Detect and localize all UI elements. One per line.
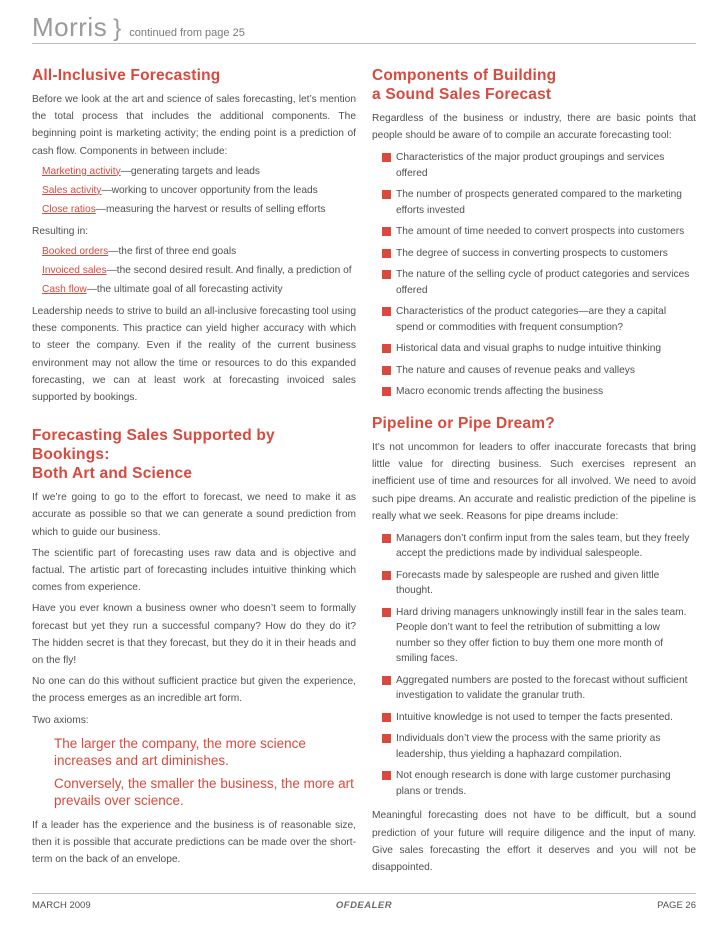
section-title-bookings: Forecasting Sales Supported by Bookings: Both Art and Science <box>32 427 275 483</box>
author-name: Morris <box>32 12 108 42</box>
list-item: Forecasts made by salespeople are rushed and given little thought. <box>372 568 696 599</box>
term-desc: —working to uncover opportunity from the leads <box>101 184 318 196</box>
bullet-square-icon <box>382 366 391 375</box>
list-item: The number of prospects generated compared to the marketing efforts invested <box>372 187 696 218</box>
list-item: Intuitive knowledge is not used to temper the facts presented. <box>372 710 696 726</box>
list-item: Not enough research is done with large customer purchasing plans or trends. <box>372 768 696 799</box>
bullet-square-icon <box>382 608 391 617</box>
term-desc: —the first of three end goals <box>108 246 237 258</box>
section-title-components: Components of Building a Sound Sales Forecast <box>372 67 557 103</box>
bullet-square-icon <box>382 771 391 780</box>
list-item: The nature and causes of revenue peaks and valleys <box>372 363 696 379</box>
list-item: Historical data and visual graphs to nudge intuitive thinking <box>372 341 696 357</box>
term: Invoiced sales <box>42 265 107 277</box>
right-column <box>372 66 696 880</box>
paragraph: Have you ever known a business owner who doesn’t seem to formally forecast but yet they run a successful company? How do they do it? The hidden secret is that they forecast, but they do it in their heads and on the fly! <box>32 603 356 667</box>
list-item: Aggregated numbers are posted to the forecast without sufficient investigation to validate the granular truth. <box>372 673 696 704</box>
list-item <box>42 263 356 278</box>
axiom-1: The larger the company, the more science increases and art diminishes. <box>54 735 306 768</box>
term-desc: —generating targets and leads <box>120 165 261 177</box>
page-number: PAGE 26 <box>657 900 696 911</box>
paragraph: If a leader has the experience and the business is of reasonable size, then it is possible that accurate predictions can be made over the short-term on the back of an envelope. <box>32 819 356 866</box>
term-desc: —measuring the harvest or results of selling efforts <box>95 203 326 215</box>
bullet-square-icon <box>382 676 391 685</box>
list-item <box>42 282 356 297</box>
list-item: Managers don’t confirm input from the sales team, but they freely accept the predictions made by individual salespeople. <box>372 531 696 562</box>
list-item: Individuals don’t view the process with the same priority as leadership, thus yielding a haphazard compilation. <box>372 731 696 762</box>
section-title-pipeline: Pipeline or Pipe Dream? <box>372 414 555 432</box>
paragraph: If we’re going to go to the effort to forecast, we need to make it as accurate as possible so that we can generate a sound prediction from which to guide our business. <box>32 492 356 538</box>
paragraph: Before we look at the art and science of sales forecasting, let’s mention the total process that includes the additional components. The beginning point is marketing activity; the ending point is a prediction of cash flow. Components in between include: <box>32 94 356 157</box>
paragraph: It’s not uncommon for leaders to offer inaccurate forecasts that bring little value for directing business. Such exercises represent an inefficient use of time and resources for all involved. We need to avoid such pipe dreams. An accurate and realistic prediction of the pipeline is really what we seek. Reasons for pipe dreams include: <box>372 441 696 522</box>
footer-divider <box>32 893 696 894</box>
list-item <box>42 244 356 259</box>
bullet-square-icon <box>382 734 391 743</box>
axiom-2: Conversely, the smaller the business, the more art prevails over science. <box>54 775 354 808</box>
issue-date: MARCH 2009 <box>32 900 91 911</box>
term-desc: —the ultimate goal of all forecasting activity <box>86 284 283 296</box>
bullet-square-icon <box>382 153 391 162</box>
bullet-square-icon <box>382 534 391 543</box>
term: Booked orders <box>42 246 109 258</box>
list-item: The degree of success in converting prospects to customers <box>372 246 696 262</box>
list-item: Macro economic trends affecting the business <box>372 384 696 400</box>
term-desc: —the second desired result. And finally, a prediction of <box>106 265 352 277</box>
term: Close ratios <box>42 203 96 215</box>
list-item: The amount of time needed to convert prospects into customers <box>372 224 696 240</box>
bullet-square-icon <box>382 249 391 258</box>
header-brace: } <box>113 15 122 42</box>
list-item: Hard driving managers unknowingly instill fear in the sales team. People don’t want to feel the retribution of submitting a low number so they offer fiction to buy them one more month of smiling faces. <box>372 605 696 667</box>
list-item: Characteristics of the product categories—are they a capital spend or commodities with frequent consumption? <box>372 304 696 335</box>
components-list <box>42 164 356 217</box>
resulting-label: Resulting in: <box>32 225 89 237</box>
bullet-square-icon <box>382 344 391 353</box>
bullet-square-icon <box>382 571 391 580</box>
left-column <box>32 66 356 872</box>
list-item <box>42 164 356 179</box>
bullet-square-icon <box>382 190 391 199</box>
pipe-dream-bullets <box>372 531 696 800</box>
term: Cash flow <box>42 284 87 296</box>
paragraph: Leadership needs to strive to build an all-inclusive forecasting tool using these components. This practice can yield higher accuracy with which to steer the company. Even if the reality of the current business environment may not allow the time or resources to do this expanded forecasting, we can at least work at forecasting invoiced sales supported by bookings. <box>32 306 356 404</box>
term: Sales activity <box>42 184 102 196</box>
page-header <box>32 12 696 44</box>
term: Marketing activity <box>42 165 121 177</box>
list-item <box>42 202 356 217</box>
axioms-label: Two axioms: <box>32 714 89 726</box>
bullet-square-icon <box>382 307 391 316</box>
publication-name: OFDEALER <box>335 900 393 911</box>
section-title-all-inclusive: All-Inclusive Forecasting <box>32 67 221 84</box>
header-divider <box>32 43 696 44</box>
list-item: The nature of the selling cycle of product categories and services offered <box>372 267 696 298</box>
continued-note: continued from page 25 <box>129 27 245 39</box>
paragraph: No one can do this without sufficient practice but given the experience, the process emerges as an incredible art form. <box>32 676 356 705</box>
bullet-square-icon <box>382 713 391 722</box>
list-item <box>42 183 356 198</box>
bullet-square-icon <box>382 270 391 279</box>
paragraph: Regardless of the business or industry, there are basic points that people should be aware of to compile an accurate forecasting tool: <box>372 113 696 142</box>
bullet-square-icon <box>382 387 391 396</box>
results-list <box>42 244 356 297</box>
paragraph: The scientific part of forecasting uses raw data and is objective and factual. The artistic part of forecasting includes intuitive thinking which comes from experience. <box>32 547 356 594</box>
bullet-square-icon <box>382 227 391 236</box>
paragraph: Meaningful forecasting does not have to be difficult, but a sound prediction of your future will require diligence and the input of many. Give sales forecasting the effort it deserves and you will not be disappointed. <box>372 810 696 874</box>
components-bullets <box>372 150 696 400</box>
list-item: Characteristics of the major product groupings and services offered <box>372 150 696 181</box>
